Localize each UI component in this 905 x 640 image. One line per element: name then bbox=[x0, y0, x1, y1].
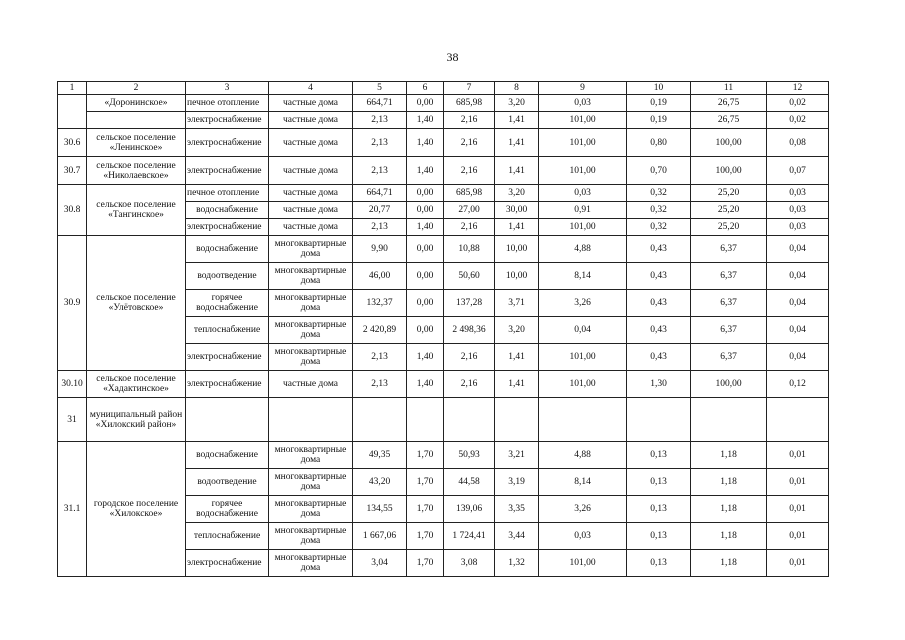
value-c10: 0,43 bbox=[627, 290, 691, 317]
value-c8: 3,20 bbox=[495, 317, 539, 344]
value-c7: 2,16 bbox=[444, 112, 495, 129]
value-c6: 0,00 bbox=[407, 202, 444, 219]
value-c9: 3,26 bbox=[539, 496, 627, 523]
value-c7: 1 724,41 bbox=[444, 523, 495, 550]
settlement-name: «Доронинское» bbox=[87, 95, 186, 112]
district-name: муниципальный район «Хилокский район» bbox=[87, 398, 186, 442]
column-number: 2 bbox=[87, 82, 186, 95]
value-c6: 1,40 bbox=[407, 129, 444, 157]
settlement-name: сельское поселение «Улётовское» bbox=[87, 236, 186, 371]
housing-type: многоквартирные дома bbox=[269, 290, 353, 317]
column-number: 9 bbox=[539, 82, 627, 95]
value-c7: 3,08 bbox=[444, 550, 495, 577]
value-c5: 2,13 bbox=[353, 219, 407, 236]
value-c7: 10,88 bbox=[444, 236, 495, 263]
housing-type: многоквартирные дома bbox=[269, 496, 353, 523]
housing-type: частные дома bbox=[269, 371, 353, 398]
value-c11: 1,18 bbox=[691, 523, 767, 550]
column-number: 11 bbox=[691, 82, 767, 95]
value-c11: 26,75 bbox=[691, 112, 767, 129]
value-c7: 2,16 bbox=[444, 219, 495, 236]
value-c6: 1,40 bbox=[407, 371, 444, 398]
value-c9: 0,04 bbox=[539, 317, 627, 344]
value-c11: 6,37 bbox=[691, 317, 767, 344]
value-c5: 132,37 bbox=[353, 290, 407, 317]
row-number: 30.10 bbox=[58, 371, 87, 398]
utility-type: горячее водоснабжение bbox=[186, 496, 269, 523]
column-number: 4 bbox=[269, 82, 353, 95]
row-number: 30.8 bbox=[58, 185, 87, 236]
value-c5: 2,13 bbox=[353, 371, 407, 398]
value-c8: 3,21 bbox=[495, 442, 539, 469]
value-c8: 3,71 bbox=[495, 290, 539, 317]
row-number: 31.1 bbox=[58, 442, 87, 577]
settlement-name: сельское поселение «Тангинское» bbox=[87, 185, 186, 236]
value-c8: 1,41 bbox=[495, 129, 539, 157]
value-c5: 2,13 bbox=[353, 157, 407, 185]
value-c7: 685,98 bbox=[444, 185, 495, 202]
value-c11: 25,20 bbox=[691, 185, 767, 202]
value-c11: 1,18 bbox=[691, 550, 767, 577]
column-number: 12 bbox=[767, 82, 829, 95]
column-number: 1 bbox=[58, 82, 87, 95]
value-c8: 1,41 bbox=[495, 112, 539, 129]
value-c11: 26,75 bbox=[691, 95, 767, 112]
value-c5: 20,77 bbox=[353, 202, 407, 219]
value-c10: 0,70 bbox=[627, 157, 691, 185]
value-c10: 0,80 bbox=[627, 129, 691, 157]
column-number: 7 bbox=[444, 82, 495, 95]
value-c10: 0,32 bbox=[627, 219, 691, 236]
row-number-cell bbox=[58, 95, 87, 129]
utility-type: водоотведение bbox=[186, 263, 269, 290]
value-c10: 0,19 bbox=[627, 95, 691, 112]
value-c5: 664,71 bbox=[353, 185, 407, 202]
value-c5: 2,13 bbox=[353, 344, 407, 371]
value-c8: 1,41 bbox=[495, 344, 539, 371]
value-c11: 1,18 bbox=[691, 496, 767, 523]
value-c6: 1,70 bbox=[407, 523, 444, 550]
value-c7: 2,16 bbox=[444, 344, 495, 371]
value-c8: 3,35 bbox=[495, 496, 539, 523]
table-row bbox=[58, 371, 829, 398]
column-number: 6 bbox=[407, 82, 444, 95]
table-row bbox=[58, 157, 829, 185]
row-number: 30.7 bbox=[58, 157, 87, 185]
value-c9: 0,03 bbox=[539, 95, 627, 112]
value-c12: 0,08 bbox=[767, 129, 829, 157]
value-c9: 4,88 bbox=[539, 236, 627, 263]
value-c6: 1,70 bbox=[407, 442, 444, 469]
utility-type: водоотведение bbox=[186, 469, 269, 496]
value-c11: 6,37 bbox=[691, 263, 767, 290]
value-c7: 2 498,36 bbox=[444, 317, 495, 344]
value-c7: 50,60 bbox=[444, 263, 495, 290]
value-c7: 685,98 bbox=[444, 95, 495, 112]
value-c9: 101,00 bbox=[539, 219, 627, 236]
column-number: 5 bbox=[353, 82, 407, 95]
value-c7: 137,28 bbox=[444, 290, 495, 317]
utility-type: электроснабжение bbox=[186, 129, 269, 157]
value-c6: 1,70 bbox=[407, 550, 444, 577]
value-c5: 3,04 bbox=[353, 550, 407, 577]
value-c12: 0,07 bbox=[767, 157, 829, 185]
value-c6: 0,00 bbox=[407, 95, 444, 112]
value-c12: 0,02 bbox=[767, 95, 829, 112]
value-c8: 1,41 bbox=[495, 157, 539, 185]
table-row bbox=[58, 442, 829, 469]
value-c10: 0,32 bbox=[627, 185, 691, 202]
value-c12: 0,04 bbox=[767, 236, 829, 263]
value-c6: 0,00 bbox=[407, 263, 444, 290]
housing-type: частные дома bbox=[269, 157, 353, 185]
value-c8: 1,41 bbox=[495, 219, 539, 236]
value-c12: 0,01 bbox=[767, 523, 829, 550]
value-c9: 3,26 bbox=[539, 290, 627, 317]
utility-type: электроснабжение bbox=[186, 550, 269, 577]
value-c7: 2,16 bbox=[444, 157, 495, 185]
value-c10: 0,13 bbox=[627, 442, 691, 469]
table-row bbox=[58, 398, 829, 442]
value-c9: 0,03 bbox=[539, 185, 627, 202]
value-c6: 0,00 bbox=[407, 290, 444, 317]
value-c6: 1,40 bbox=[407, 112, 444, 129]
value-c5: 134,55 bbox=[353, 496, 407, 523]
value-c10: 0,19 bbox=[627, 112, 691, 129]
value-c12: 0,01 bbox=[767, 442, 829, 469]
value-c11: 6,37 bbox=[691, 236, 767, 263]
row-number: 30.6 bbox=[58, 129, 87, 157]
value-c12: 0,03 bbox=[767, 219, 829, 236]
value-c8: 10,00 bbox=[495, 236, 539, 263]
value-c10: 1,30 bbox=[627, 371, 691, 398]
value-c9: 101,00 bbox=[539, 112, 627, 129]
value-c5: 2 420,89 bbox=[353, 317, 407, 344]
value-c7: 44,58 bbox=[444, 469, 495, 496]
housing-type: многоквартирные дома bbox=[269, 469, 353, 496]
settlement-name-empty bbox=[87, 112, 186, 129]
utility-type: горячее водоснабжение bbox=[186, 290, 269, 317]
value-c12: 0,04 bbox=[767, 290, 829, 317]
value-c6: 1,40 bbox=[407, 219, 444, 236]
value-c9: 101,00 bbox=[539, 344, 627, 371]
table-row bbox=[58, 185, 829, 202]
settlement-name: сельское поселение «Ленинское» bbox=[87, 129, 186, 157]
housing-type: частные дома bbox=[269, 129, 353, 157]
value-c9: 101,00 bbox=[539, 371, 627, 398]
value-c11: 100,00 bbox=[691, 129, 767, 157]
housing-type: многоквартирные дома bbox=[269, 344, 353, 371]
column-number: 10 bbox=[627, 82, 691, 95]
value-c5: 1 667,06 bbox=[353, 523, 407, 550]
value-c8: 10,00 bbox=[495, 263, 539, 290]
value-c10: 0,13 bbox=[627, 496, 691, 523]
value-c11: 1,18 bbox=[691, 442, 767, 469]
housing-type: частные дома bbox=[269, 112, 353, 129]
value-c9: 101,00 bbox=[539, 157, 627, 185]
value-c12: 0,04 bbox=[767, 344, 829, 371]
utility-type: водоснабжение bbox=[186, 442, 269, 469]
page-number: 38 bbox=[446, 50, 459, 64]
value-c10: 0,13 bbox=[627, 523, 691, 550]
value-c6: 1,40 bbox=[407, 344, 444, 371]
value-c12: 0,02 bbox=[767, 112, 829, 129]
value-c8: 1,32 bbox=[495, 550, 539, 577]
value-c5: 9,90 bbox=[353, 236, 407, 263]
value-c6: 1,40 bbox=[407, 157, 444, 185]
value-c12: 0,01 bbox=[767, 550, 829, 577]
table-row bbox=[58, 129, 829, 157]
utility-type: электроснабжение bbox=[186, 219, 269, 236]
settlement-name: городское поселение «Хилокское» bbox=[87, 442, 186, 577]
row-number: 30.9 bbox=[58, 236, 87, 371]
value-c5: 2,13 bbox=[353, 129, 407, 157]
value-c5: 664,71 bbox=[353, 95, 407, 112]
value-c5: 2,13 bbox=[353, 112, 407, 129]
value-c11: 1,18 bbox=[691, 469, 767, 496]
value-c11: 100,00 bbox=[691, 371, 767, 398]
value-c12: 0,01 bbox=[767, 496, 829, 523]
utility-type: теплоснабжение bbox=[186, 523, 269, 550]
value-c5: 43,20 bbox=[353, 469, 407, 496]
column-number: 3 bbox=[186, 82, 269, 95]
value-c8: 30,00 bbox=[495, 202, 539, 219]
value-c12: 0,04 bbox=[767, 263, 829, 290]
value-c8: 3,19 bbox=[495, 469, 539, 496]
value-c9: 4,88 bbox=[539, 442, 627, 469]
value-c6: 0,00 bbox=[407, 185, 444, 202]
housing-type: частные дома bbox=[269, 95, 353, 112]
value-c6: 0,00 bbox=[407, 317, 444, 344]
value-c11: 25,20 bbox=[691, 202, 767, 219]
utility-type: водоснабжение bbox=[186, 202, 269, 219]
value-c7: 2,16 bbox=[444, 129, 495, 157]
housing-type: частные дома bbox=[269, 185, 353, 202]
value-c9: 8,14 bbox=[539, 469, 627, 496]
table-row bbox=[58, 95, 829, 112]
value-c7: 2,16 bbox=[444, 371, 495, 398]
value-c12: 0,01 bbox=[767, 469, 829, 496]
value-c8: 1,41 bbox=[495, 371, 539, 398]
value-c12: 0,12 bbox=[767, 371, 829, 398]
value-c11: 6,37 bbox=[691, 290, 767, 317]
value-c9: 101,00 bbox=[539, 129, 627, 157]
table-row bbox=[58, 236, 829, 263]
column-number-row bbox=[58, 82, 829, 95]
value-c6: 1,70 bbox=[407, 496, 444, 523]
housing-type: многоквартирные дома bbox=[269, 236, 353, 263]
value-c12: 0,04 bbox=[767, 317, 829, 344]
utility-type: электроснабжение bbox=[186, 344, 269, 371]
table-row bbox=[58, 112, 829, 129]
housing-type: многоквартирные дома bbox=[269, 523, 353, 550]
value-c10: 0,43 bbox=[627, 236, 691, 263]
utility-type: электроснабжение bbox=[186, 371, 269, 398]
tariff-table bbox=[57, 81, 829, 577]
value-c7: 50,93 bbox=[444, 442, 495, 469]
value-c5: 46,00 bbox=[353, 263, 407, 290]
value-c8: 3,20 bbox=[495, 185, 539, 202]
utility-type: печное отопление bbox=[186, 95, 269, 112]
utility-type: теплоснабжение bbox=[186, 317, 269, 344]
value-c12: 0,03 bbox=[767, 202, 829, 219]
housing-type: многоквартирные дома bbox=[269, 263, 353, 290]
value-c7: 27,00 bbox=[444, 202, 495, 219]
value-c9: 101,00 bbox=[539, 550, 627, 577]
row-number: 31 bbox=[58, 398, 87, 442]
value-c6: 1,70 bbox=[407, 469, 444, 496]
utility-type: электроснабжение bbox=[186, 157, 269, 185]
housing-type: частные дома bbox=[269, 219, 353, 236]
housing-type: многоквартирные дома bbox=[269, 317, 353, 344]
utility-type: печное отопление bbox=[186, 185, 269, 202]
settlement-name: сельское поселение «Хадактинское» bbox=[87, 371, 186, 398]
housing-type: многоквартирные дома bbox=[269, 442, 353, 469]
utility-type: водоснабжение bbox=[186, 236, 269, 263]
value-c9: 0,91 bbox=[539, 202, 627, 219]
value-c7: 139,06 bbox=[444, 496, 495, 523]
value-c10: 0,13 bbox=[627, 469, 691, 496]
value-c9: 0,03 bbox=[539, 523, 627, 550]
value-c11: 6,37 bbox=[691, 344, 767, 371]
value-c11: 100,00 bbox=[691, 157, 767, 185]
settlement-name: сельское поселение «Николаевское» bbox=[87, 157, 186, 185]
value-c8: 3,44 bbox=[495, 523, 539, 550]
value-c5: 49,35 bbox=[353, 442, 407, 469]
value-c10: 0,43 bbox=[627, 263, 691, 290]
value-c10: 0,43 bbox=[627, 344, 691, 371]
value-c10: 0,32 bbox=[627, 202, 691, 219]
value-c8: 3,20 bbox=[495, 95, 539, 112]
value-c6: 0,00 bbox=[407, 236, 444, 263]
value-c11: 25,20 bbox=[691, 219, 767, 236]
value-c10: 0,43 bbox=[627, 317, 691, 344]
housing-type: многоквартирные дома bbox=[269, 550, 353, 577]
housing-type: частные дома bbox=[269, 202, 353, 219]
utility-type: электроснабжение bbox=[186, 112, 269, 129]
column-number: 8 bbox=[495, 82, 539, 95]
value-c10: 0,13 bbox=[627, 550, 691, 577]
value-c9: 8,14 bbox=[539, 263, 627, 290]
value-c12: 0,03 bbox=[767, 185, 829, 202]
